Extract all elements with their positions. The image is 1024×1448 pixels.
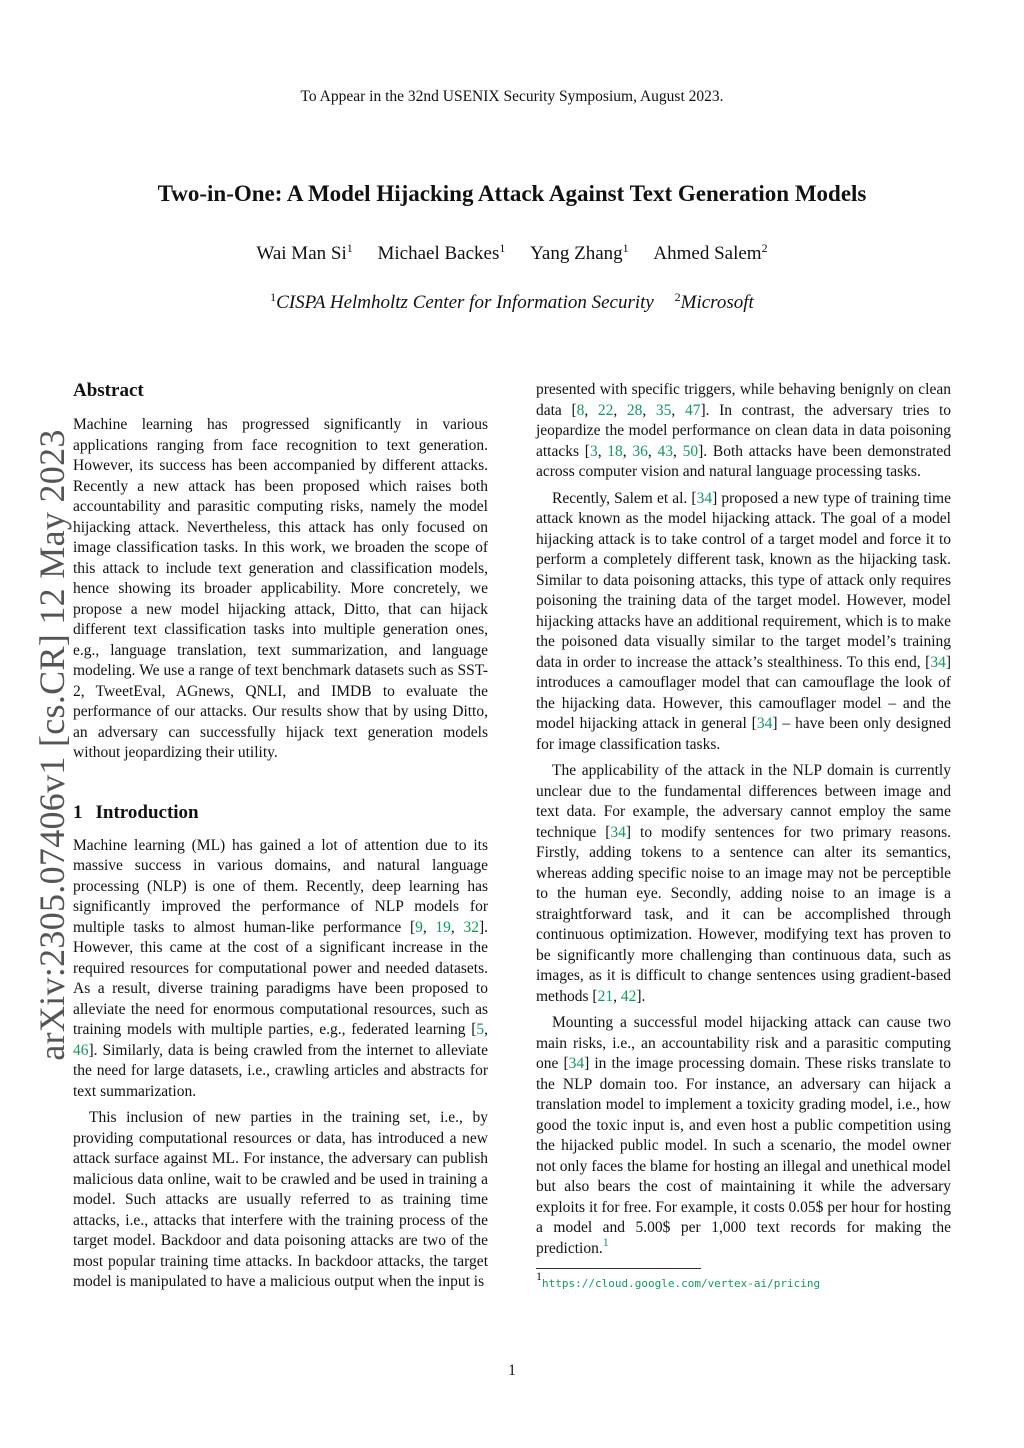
affiliation-list	[0, 292, 1024, 314]
citation-link[interactable]: 34	[696, 489, 713, 507]
arxiv-stamp: arXiv:2305.07406v1 [cs.CR] 12 May 2023	[32, 429, 72, 1061]
affiliation: $^1$CISPA Helmholtz Center for Information Security	[270, 290, 654, 313]
footnote: $^1$https://cloud.google.com/vertex-ai/pricing	[536, 1269, 821, 1290]
paper-title: Two-in-One: A Model Hijacking Attack Against Text Generation Models	[157, 181, 867, 206]
citation-link[interactable]: 42	[620, 987, 637, 1005]
citation-link[interactable]: 34	[610, 823, 626, 841]
citation-link[interactable]: 22	[597, 401, 614, 419]
intro-paragraph-4: Recently, Salem et al. [34] proposed a new type of training time attack known as the model hijacking attack. The goal of a model hijacking attack is to take control of a target model and force it to perform a completely different task, known as the hijacking task. Similar to data poisoning attacks, this type of attack only requires poisoning the training data of the target model. However, model hijacking attacks have an additional requirement, which is to make the poisoned data visually similar to the target model’s training data in order to increase the attack’s stealthiness. To this end, [34] introduces a camouflager model that can camouflage the look of the hijacking data. However, this camouflager model – and the model hijacking attack in general [34] – have been only designed for image classification tasks.	[536, 489, 951, 753]
abstract-heading: Abstract	[73, 380, 144, 401]
page-number: 1	[508, 1362, 516, 1379]
citation-link[interactable]: 9	[415, 918, 423, 936]
citation-link[interactable]: 47	[684, 401, 701, 419]
citation-link[interactable]: 46	[73, 1041, 89, 1059]
author: Wai Man Si$^1$	[256, 241, 353, 264]
left-column	[73, 378, 488, 1299]
citation-link[interactable]: 50	[682, 442, 699, 460]
footnote-divider	[536, 1268, 701, 1269]
introduction-heading: 1 Introduction	[73, 801, 199, 823]
citation-link[interactable]: 5	[476, 1021, 485, 1038]
citation-link[interactable]: 18	[607, 442, 623, 460]
footnote-ref[interactable]: 1	[602, 1234, 609, 1249]
intro-paragraph-5: The applicability of the attack in the NLP domain is currently unclear due to the fundamental differences between image and text data. For example, the adversary cannot employ the same technique [34] to modify sentences for two primary reasons. Firstly, adding tokens to a sentence can alter its semantics, whereas adding specific noise to an image may not be perceptible to the human eye. Secondly, adding noise to an image is a straightforward task, and it can be accomplished through continuous optimization. However, modifying text has proven to be significantly more challenging than continuous data, such as images, as it is difficult to change sentences using gradient-based methods [21, 42].	[536, 762, 951, 1005]
author: Yang Zhang$^1$	[530, 241, 629, 264]
affiliation: $^2$Microsoft	[674, 290, 754, 313]
intro-paragraph-2: This inclusion of new parties in the training set, i.e., by providing computational resources or data, has introduced a new attack surface against ML. For instance, the adversary can publish malicious data online, wait to be crawled and be used in training a model. Such attacks are usually referred to as training time attacks, i.e., attacks that interfere with the training process of the target model. Backdoor and data poisoning attacks are two of the most popular training time attacks. In backdoor attacks, the target model is manipulated to have a malicious output when the input is	[73, 1109, 488, 1290]
citation-link[interactable]: 8	[576, 401, 585, 419]
footnote-url-link[interactable]: https://cloud.google.com/vertex-ai/pricing	[542, 1277, 821, 1290]
citation-link[interactable]: 3	[589, 442, 598, 460]
citation-link[interactable]: 34	[568, 1055, 585, 1072]
citation-link[interactable]: 36	[632, 442, 648, 460]
abstract-text: Machine learning has progressed significantly in various applications ranging from face recognition to text generation. However, its success has been accompanied by different attacks. Recently a new attack has been proposed which raises both accountability and parasitic computing risks, namely the model hijacking attack. Nevertheless, this attack has only focused on image classification tasks. In this work, we broaden the scope of this attack to include text generation and classification models, hence showing its broader applicability. More concretely, we propose a new model hijacking attack, Ditto, that can hijack different text classification tasks into multiple generation ones, e.g., language translation, text summarization, and language modeling. We use a range of text benchmark datasets such as SST-2, TweetEval, AGnews, QNLI, and IMDB to evaluate the performance of our attacks. Our results show that by using Ditto, an adversary can successfully hijack text generation models without jeopardizing their utility.	[73, 416, 488, 761]
citation-link[interactable]: 35	[655, 401, 672, 419]
right-column	[536, 380, 951, 1292]
citation-link[interactable]: 21	[597, 987, 614, 1005]
author: Michael Backes$^1$	[377, 241, 506, 264]
citation-link[interactable]: 19	[435, 918, 451, 936]
citation-link[interactable]: 34	[756, 715, 773, 732]
intro-paragraph-1: Machine learning (ML) has gained a lot of attention due to its massive success in various domains, and natural language processing (NLP) is one of them. Recently, deep learning has significantly improved the performance of NLP models for multiple tasks to almost human-like performance [9, 19, 32]. However, this came at the cost of a significant increase in the required resources for computational power and needed datasets. As a result, diverse training paradigms have been proposed to alleviate the need for enormous computational resources, such as training models with multiple parties, e.g., federated learning [5, 46]. Similarly, data is being crawled from the internet to alleviate the need for large datasets, i.e., crawling articles and abstracts for text summarization.	[73, 836, 488, 1100]
intro-paragraph-6: Mounting a successful model hijacking attack can cause two main risks, i.e., an accountability risk and a parasitic computing one [34] in the image processing domain. These risks translate to the NLP domain too. For instance, an adversary can hijack a translation model to implement a toxicity grading model, i.e., how good the toxic input is, and even host a public competition using the hijacked public model. In such a scenario, the model owner not only faces the blame for hosting an illegal and unethical model but also bears the cost of maintaining it while the adversary exploits it for free. For example, it costs 0.05$ per hour for hosting a model and 5.00$ per 1,000 text records for making the prediction.$^1$	[536, 1014, 951, 1257]
venue-header: To Appear in the 32nd USENIX Security Symposium, August 2023.	[300, 88, 724, 105]
author-list	[0, 243, 1024, 265]
citation-link[interactable]: 34	[930, 653, 946, 671]
citation-link[interactable]: 43	[657, 442, 674, 460]
citation-link[interactable]: 28	[626, 401, 643, 419]
author: Ahmed Salem$^2$	[653, 241, 768, 264]
citation-link[interactable]: 32	[463, 918, 479, 936]
intro-paragraph-3: presented with specific triggers, while behaving benignly on clean data [8, 22, 28, 35, 47]. In contrast, the adversary tries to jeopardize the model performance on clean data in data poisoning attacks [3, 18, 36, 43, 50]. Both attacks have been demonstrated across computer vision and natural language processing tasks.	[536, 381, 952, 480]
